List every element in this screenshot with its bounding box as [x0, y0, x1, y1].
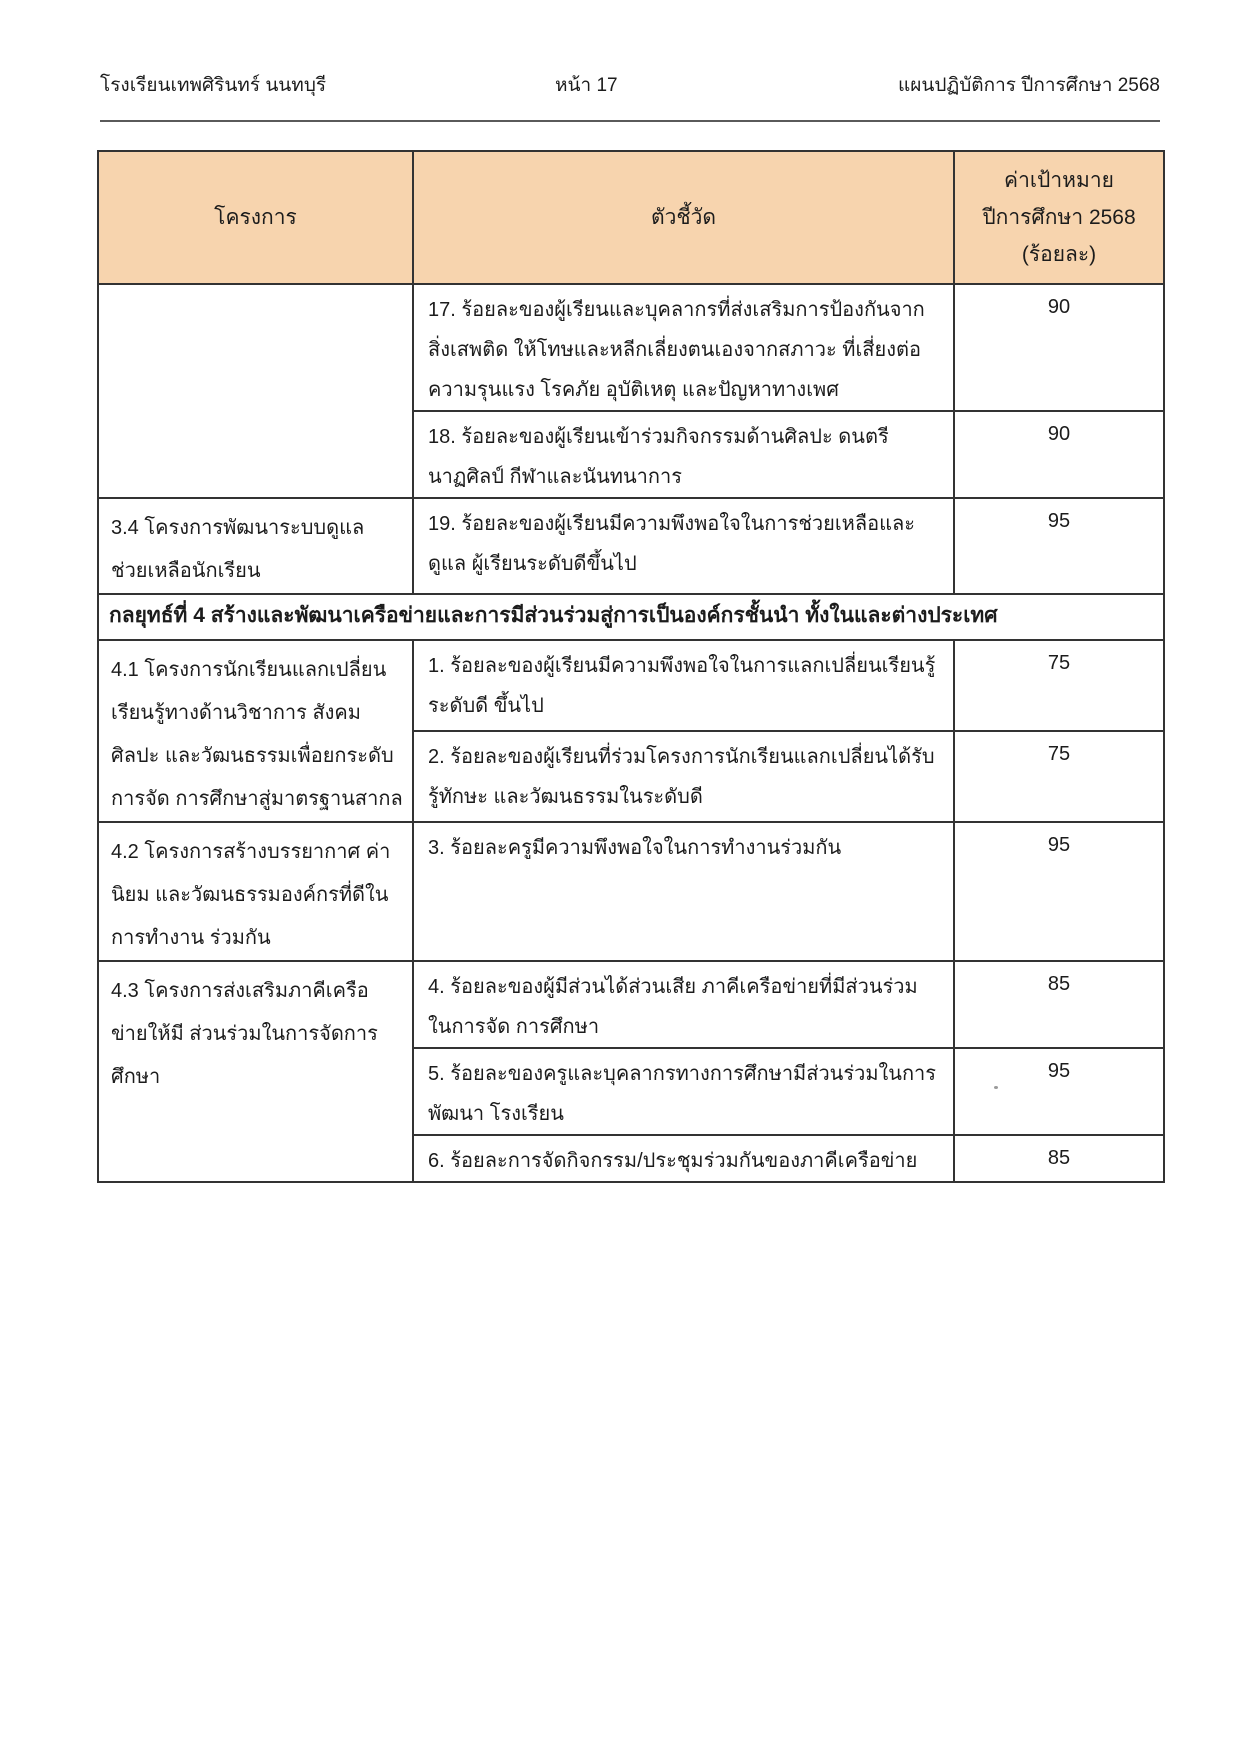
indicator-cell-2: 2. ร้อยละของผู้เรียนที่ร่วมโครงการนักเรียนแลกเปลี่ยนได้รับรู้ทักษะ และวัฒนธรรมในระดับดี [413, 731, 954, 822]
indicator-cell-4: 4. ร้อยละของผู้มีส่วนได้ส่วนเสีย ภาคีเครือข่ายที่มีส่วนร่วมในการจัด การศึกษา [413, 961, 954, 1048]
indicator-cell-6: 6. ร้อยละการจัดกิจกรรม/ประชุมร่วมกันของภาคีเครือข่าย [413, 1135, 954, 1182]
project-cell-3-4: 3.4 โครงการพัฒนาระบบดูแล ช่วยเหลือนักเรียน [98, 498, 413, 594]
target-cell-3: 95 [954, 822, 1164, 961]
target-cell-18: 90 [954, 411, 1164, 498]
target-header-line1: ค่าเป้าหมาย [1004, 169, 1114, 192]
target-cell-4: 85 [954, 961, 1164, 1048]
target-cell-1: 75 [954, 640, 1164, 731]
school-name: โรงเรียนเทพศิรินทร์ นนทบุรี [100, 75, 327, 96]
table-row [98, 284, 1164, 411]
indicator-cell-19: 19. ร้อยละของผู้เรียนมีความพึงพอใจในการช่วยเหลือและดูแล ผู้เรียนระดับดีขึ้นไป [413, 498, 954, 594]
column-header-target [954, 151, 1164, 284]
table-header-row [98, 151, 1164, 284]
strategy-band-row [98, 594, 1164, 640]
table-row [98, 961, 1164, 1048]
table-row [98, 822, 1164, 961]
indicator-cell-18: 18. ร้อยละของผู้เรียนเข้าร่วมกิจกรรมด้านศิลปะ ดนตรี นาฏศิลป์ กีฬาและนันทนาการ [413, 411, 954, 498]
indicator-cell-3: 3. ร้อยละครูมีความพึงพอใจในการทำงานร่วมกัน [413, 822, 954, 961]
project-cell-4-1: 4.1 โครงการนักเรียนแลกเปลี่ยน เรียนรู้ทางด้านวิชาการ สังคม ศิลปะ และวัฒนธรรมเพื่อยกระดับการจัด การศึกษาสู่มาตรฐานสากล [98, 640, 413, 822]
target-cell-5: 95 [954, 1048, 1164, 1135]
page-header [100, 70, 1160, 100]
project-cell-4-3: 4.3 โครงการส่งเสริมภาคีเครือข่ายให้มี ส่วนร่วมในการจัดการศึกษา [98, 961, 413, 1182]
column-header-indicator: ตัวชี้วัด [413, 151, 954, 284]
strategy-4-title: กลยุทธ์ที่ 4 สร้างและพัฒนาเครือข่ายและการมีส่วนร่วมสู่การเป็นองค์กรชั้นนำ ทั้งในและต่างประเทศ [98, 594, 1164, 640]
target-cell-17: 90 [954, 284, 1164, 411]
scan-speck [994, 1086, 998, 1089]
plan-title: แผนปฏิบัติการ ปีการศึกษา 2568 [898, 75, 1160, 96]
table-row [98, 640, 1164, 731]
column-header-project: โครงการ [98, 151, 413, 284]
header-rule [100, 120, 1160, 122]
indicator-cell-17: 17. ร้อยละของผู้เรียนและบุคลากรที่ส่งเสริมการป้องกันจากสิ่งเสพติด ให้โทษและหลีกเลี่ยงตนเองจากสภาวะ ที่เสี่ยงต่อ ความรุนแรง โรคภัย อุบัติเหตุ และปัญหาทางเพศ [413, 284, 954, 411]
target-cell-2: 75 [954, 731, 1164, 822]
indicator-cell-5: 5. ร้อยละของครูและบุคลากรทางการศึกษามีส่วนร่วมในการพัฒนา โรงเรียน [413, 1048, 954, 1135]
indicators-table [97, 150, 1165, 1183]
project-cell-4-2: 4.2 โครงการสร้างบรรยากาศ ค่านิยม และวัฒนธรรมองค์กรที่ดีในการทำงาน ร่วมกัน [98, 822, 413, 961]
indicator-cell-1: 1. ร้อยละของผู้เรียนมีความพึงพอใจในการแลกเปลี่ยนเรียนรู้ระดับดี ขึ้นไป [413, 640, 954, 731]
target-cell-6: 85 [954, 1135, 1164, 1182]
target-cell-19: 95 [954, 498, 1164, 594]
target-header-line2: ปีการศึกษา 2568 [982, 206, 1136, 229]
page-number: หน้า 17 [555, 75, 618, 96]
project-cell-continued [98, 284, 413, 498]
table-row [98, 498, 1164, 594]
target-header-line3: (ร้อยละ) [1021, 243, 1097, 266]
